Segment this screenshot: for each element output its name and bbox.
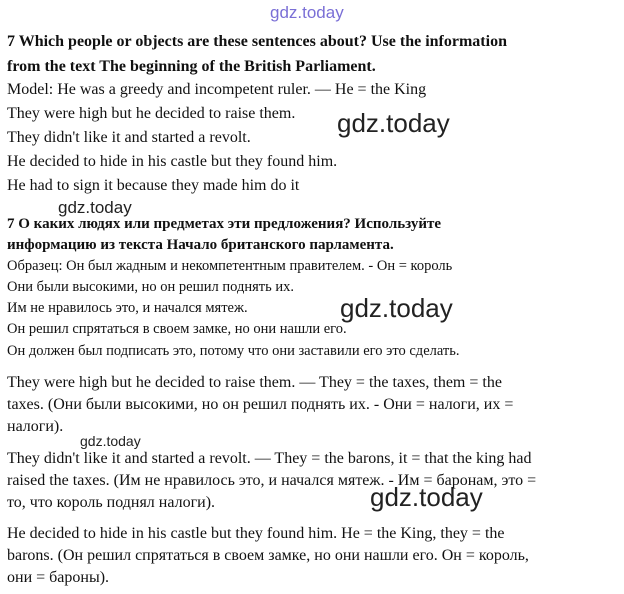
answer-1-line-3: налоги). <box>7 418 64 435</box>
watermark: gdz.today <box>58 198 132 217</box>
task-en-model: Model: He was a greedy and incompetent ruler. — He = the King <box>7 81 427 98</box>
watermark: gdz.today <box>340 293 453 323</box>
answer-2-line-3: то, что король поднял налоги). <box>7 494 216 511</box>
answer-2-line-1: They didn't like it and started a revolt. — They = the barons, it = that the king had <box>7 450 532 467</box>
task-en-sentence-1: They were high but he decided to raise them. <box>7 105 296 122</box>
task-ru-heading-line-2: информацию из текста Начало британского парламента. <box>7 237 394 253</box>
task-en-heading-line-1: 7 Which people or objects are these sentences about? Use the information <box>7 33 507 50</box>
answer-1-line-2: taxes. (Они были высокими, но он решил поднять их. - Они = налоги, их = <box>7 396 514 413</box>
watermark: gdz.today <box>337 108 450 138</box>
task-ru-heading-line-1: 7 О каких людях или предметах эти предложения? Используйте <box>7 216 442 232</box>
answer-2-line-2: raised the taxes. (Им не нравилось это, и начался мятеж. - Им = баронам, это = <box>7 472 537 489</box>
task-en-sentence-3: He decided to hide in his castle but they found him. <box>7 153 338 170</box>
task-en-sentence-2: They didn't like it and started a revolt. <box>7 129 251 146</box>
task-ru-sentence-3: Он решил спрятаться в своем замке, но они нашли его. <box>7 321 347 337</box>
answer-3-line-3: они = бароны). <box>7 569 110 586</box>
answer-3-line-1: He decided to hide in his castle but they found him. He = the King, they = the <box>7 525 505 542</box>
watermark: gdz.today <box>370 482 483 512</box>
answer-1-line-1: They were high but he decided to raise them. — They = the taxes, them = the <box>7 374 502 391</box>
task-ru-sentence-2: Им не нравилось это, и начался мятеж. <box>7 300 248 316</box>
answer-3-line-2: barons. (Он решил спрятаться в своем замке, но они нашли его. Он = король, <box>7 547 529 564</box>
watermark: gdz.today <box>80 433 141 449</box>
watermark-top: gdz.today <box>270 3 344 22</box>
task-en-sentence-4: He had to sign it because they made him do it <box>7 177 300 194</box>
task-ru-sentence-4: Он должен был подписать это, потому что они заставили его это сделать. <box>7 343 460 359</box>
task-ru-model: Образец: Он был жадным и некомпетентным правителем. - Он = король <box>7 258 453 274</box>
task-ru-sentence-1: Они были высокими, но он решил поднять их. <box>7 279 294 295</box>
task-en-heading-line-2: from the text The beginning of the British Parliament. <box>7 58 376 75</box>
